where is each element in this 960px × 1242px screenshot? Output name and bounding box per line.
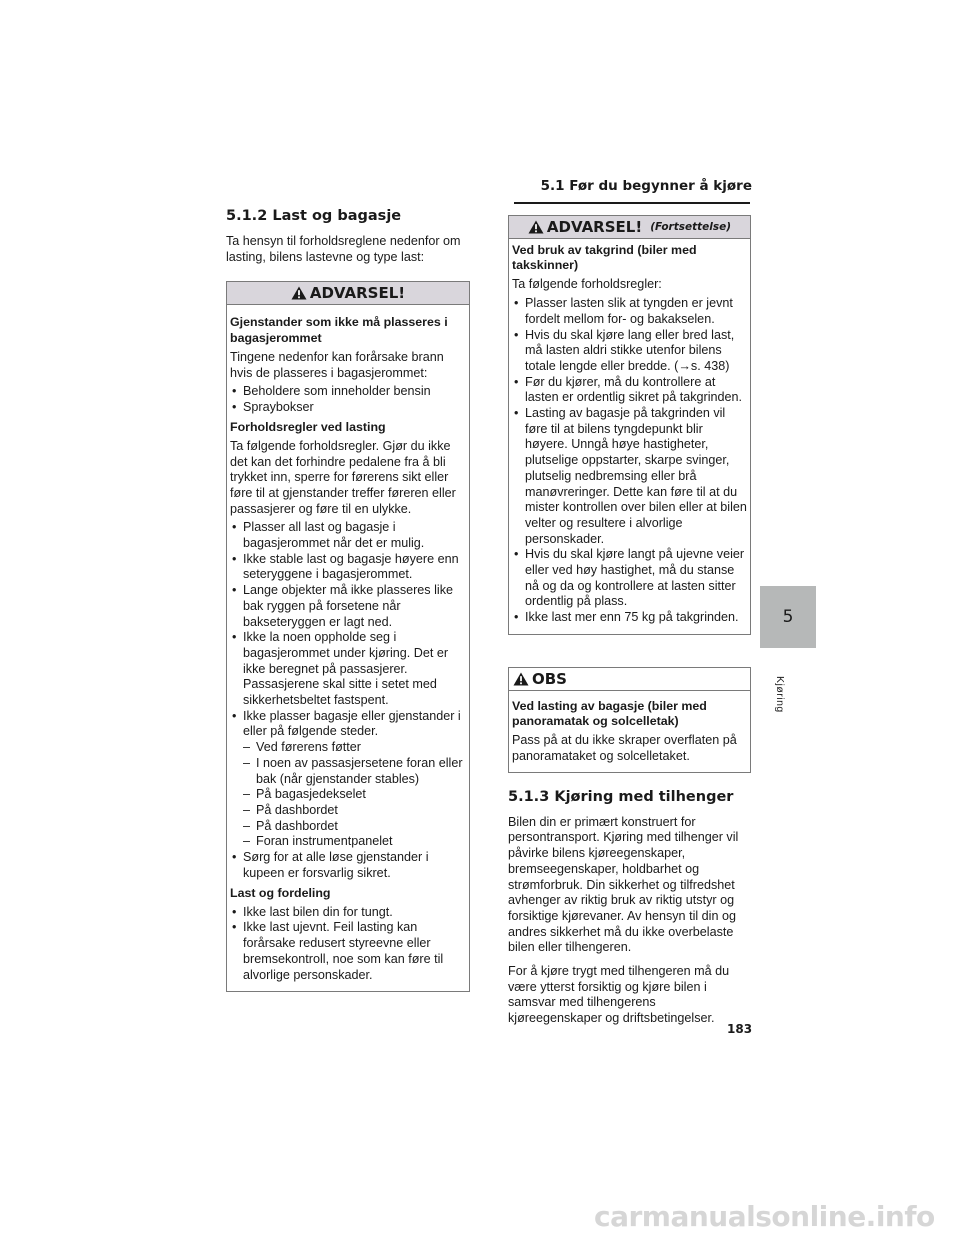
bullet-list [230,520,466,881]
section-header: 5.1 Før du begynner å kjøre [540,178,752,194]
dash-item: – På dashbordet [243,803,466,819]
obs-subheading: Ved lasting av bagasje (biler med panoramatak og solcelletak) [512,698,707,729]
list-item: • Før du kjører, må du kontrollere at lasten er ordentlig sikret på takgrinden. [512,375,747,406]
list-item: • Plasser all last og bagasje i bagasjerommet når det er mulig. [230,520,466,551]
right-column [508,215,751,1035]
continued-label: (Fortsettelse) [650,221,732,233]
chapter-tab: 5 [760,586,816,648]
bullet-list [512,296,747,626]
warning-triangle-icon [513,672,529,686]
list-item [230,709,466,850]
warning-header [509,216,750,239]
list-item: • Hvis du skal kjøre lang eller bred last, må lasten aldri stikke utenfor bilens totale lengde eller bredde. (→s. 438) [512,328,747,375]
left-column [226,208,470,992]
paragraph: For å kjøre trygt med tilhengeren må du være ytterst forsiktig og kjøre bilen i samsvar med tilhengerens kjøreegenskaper og driftsbetingelser. [508,964,730,1026]
dash-list [243,740,466,850]
page-number: 183 [727,1022,753,1036]
list-item: • Ikke last ujevnt. Feil lasting kan forårsake redusert styreevne eller bremsekontroll, noe som kan føre til alvorlige personskader. [230,920,466,983]
warning-subheading: Forholdsregler ved lasting [230,419,386,434]
obs-title: OBS [532,669,567,688]
obs-paragraph: Pass på at du ikke skraper overflaten på panoramataket og solcelletaket. [512,733,737,763]
intro-text: Ta hensyn til forholdsreglene nedenfor om lasting, bilens lastevne og type last: [226,234,461,264]
obs-header [509,668,750,691]
warning-paragraph: Tingene nedenfor kan forårsake brann hvis de plasseres i bagasjerommet: [230,349,444,380]
warning-triangle-icon [291,286,307,300]
bullet-list [230,384,466,415]
warning-box [226,281,470,992]
dash-item: – På dashbordet [243,819,466,835]
list-item: • Beholdere som inneholder bensin [230,384,466,400]
list-item: • Ikke last bilen din for tungt. [230,905,466,921]
list-item: • Hvis du skal kjøre langt på ujevne veier eller ved høy hastighet, må du stanse nå og da og kontrollere at lasten sitter ordentlig på plass. [512,547,747,610]
list-item: • Plasser lasten slik at tyngden er jevnt fordelt mellom for- og bakakselen. [512,296,747,327]
warning-subheading: Ved bruk av takgrind (biler med takskinner) [512,243,697,273]
warning-box-continued [508,215,751,635]
paragraph: Bilen din er primært konstruert for persontransport. Kjøring med tilhenger vil påvirke bilens kjøreegenskaper, bremseegenskaper, holdbarhet og strømforbruk. Din sikkerhet og tilfredshet avhenger av riktig bruk av riktig utstyr og forsiktige kjørevaner. Av hensyn til din og andres sikkerhet må du ikke overbelaste bilen eller tilhengeren. [508,814,739,955]
warning-body [227,305,469,991]
warning-title: ADVARSEL! [309,284,406,303]
list-item: • Ikke stable last og bagasje høyere enn seteryggene i bagasjerommet. [230,552,466,583]
warning-paragraph: Ta følgende forholdsregler: [512,277,662,292]
dash-item: – I noen av passasjersetene foran eller bak (når gjenstander stables) [243,756,466,787]
list-item: • Sørg for at alle løse gjenstander i kupeen er forsvarlig sikret. [230,850,466,881]
warning-paragraph: Ta følgende forholdsregler. Gjør du ikke det kan det forhindre pedalene fra å bli trykket inn, sperre for førerens sikt eller føre til at gjenstander treffer føreren eller passasjerer og føre til en ulykke. [230,438,456,516]
list-item: • Lange objekter må ikke plasseres like bak ryggen på forsetene når bakseteryggen er lagt ned. [230,583,466,630]
list-item: • Ikke la noen oppholde seg i bagasjerommet under kjøring. Det er ikke beregnet på passasjerer. Passasjerene skal sitte i setet med sikkerhetsbeltet fastspent. [230,630,466,709]
warning-title: ADVARSEL! [546,218,643,236]
warning-header [227,282,469,305]
list-item-text: Ikke plasser bagasje eller gjenstander i eller på følgende steder. [243,708,461,739]
list-item: • Ikke last mer enn 75 kg på takgrinden. [512,610,747,626]
bullet-list [230,905,466,984]
warning-body [509,239,750,634]
obs-body [509,691,750,772]
warning-subheading: Gjenstander som ikke må plasseres i bagasjerommet [230,315,448,345]
header-rule [514,202,750,204]
obs-box [508,667,751,773]
warning-triangle-icon [528,220,544,234]
watermark: carmanualsonline.info [594,1200,935,1233]
chapter-label: Kjøring [774,676,786,713]
dash-item: – På bagasjedekselet [243,787,466,803]
list-item: • Lasting av bagasje på takgrinden vil føre til at bilens tyngdepunkt blir høyere. Unngå høye hastigheter, plutselige oppstarter, skarpe svinger, plutselig nedbremsing eller brå manøvreringer. Dette kan føre til at du mister kontrollen over bilen eller at bilen velter og resultere i alvorlige personskader. [512,406,747,547]
warning-subheading: Last og fordeling [230,885,331,900]
section-heading-kjoring-med-tilhenger: 5.1.3 Kjøring med tilhenger [508,788,734,805]
section-heading-last-og-bagasje: 5.1.2 Last og bagasje [226,208,402,224]
list-item: • Spraybokser [230,400,466,416]
dash-item: – Ved førerens føtter [243,740,466,756]
dash-item: – Foran instrumentpanelet [243,834,466,850]
